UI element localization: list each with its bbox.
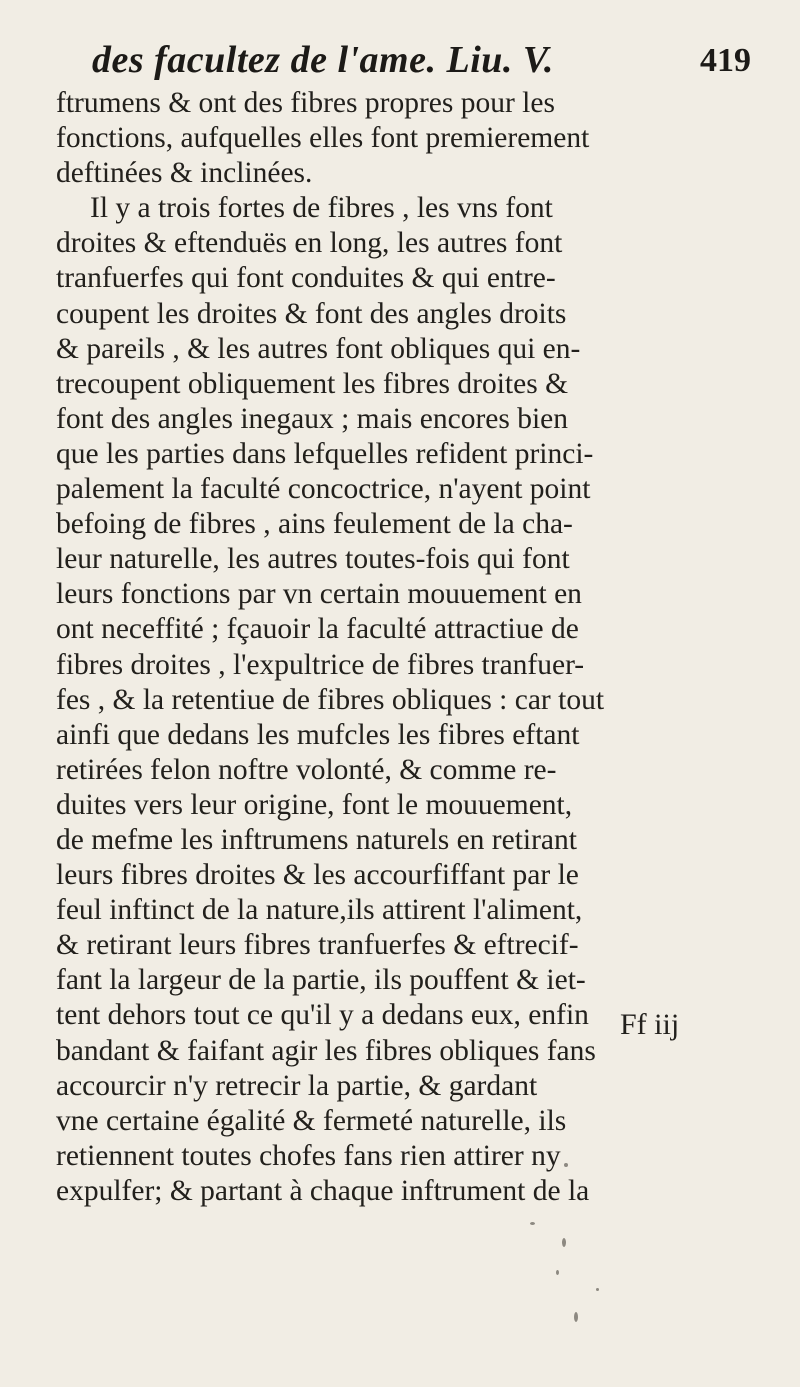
text-line: Il y a trois fortes de fibres , les vns font [90,192,553,225]
text-line: trecoupent obliquement les fibres droites & [56,367,569,400]
text-line: retiennent toutes chofes fans rien attirer ny [56,1139,561,1172]
text-line: fes , & la retentiue de fibres obliques : car tout [56,683,605,716]
text-line: de mefme les inftrumens naturels en retirant [56,823,577,856]
text-line: ainfi que dedans les mufcles les fibres eftant [56,718,580,751]
text-line: leurs fibres droites & les accourfiffant par le [56,859,579,892]
text-line: tent dehors tout ce qu'il y a dedans eux, enfin [56,999,589,1032]
text-line: que les parties dans lefquelles refident princi- [56,437,594,470]
text-line: leurs fonctions par vn certain mouuement en [56,578,582,611]
text-line: fant la largeur de la partie, ils pouffent & iet- [56,964,586,997]
text-line: vne certaine égalité & fermeté naturelle, ils [56,1104,567,1137]
running-title: des facultez de l'ame. Liu. V. [92,39,554,81]
page-number: 419 [700,42,751,79]
text-line: expulfer; & partant à chaque inftrument de la [56,1174,590,1207]
text-line: fibres droites , l'expultrice de fibres tranfuer- [56,648,585,681]
running-head [0,38,800,90]
text-line: duites vers leur origine, font le mouuement, [56,788,573,821]
paper-speck [564,1163,568,1167]
text-line: coupent les droites & font des angles droits [56,297,567,330]
text-line: deftinées & inclinées. [56,157,313,190]
text-line: & retirant leurs fibres tranfuerfes & eftrecif- [56,929,579,962]
paper-speck [556,1270,559,1275]
text-line: accourcir n'y retrecir la partie, & gardant [56,1069,538,1102]
paper-speck [530,1222,535,1225]
text-line: bandant & faifant agir les fibres obliques fans [56,1034,596,1067]
text-line: leur naturelle, les autres toutes-fois qui font [56,543,570,576]
paper-speck [596,1288,599,1291]
signature-mark: Ff iij [620,1008,680,1041]
text-line: tranfuerfes qui font conduites & qui entre- [56,262,556,295]
text-line: droites & eftenduës en long, les autres font [56,227,563,260]
text-line: befoing de fibres , ains feulement de la cha- [56,508,573,541]
text-line: palement la faculté concoctrice, n'ayent point [56,473,591,506]
text-line: feul inftinct de la nature,ils attirent l'aliment, [56,894,583,927]
paper-speck [562,1238,566,1247]
text-line: font des angles inegaux ; mais encores bien [56,402,569,435]
paper-speck [574,1312,578,1322]
text-line: & pareils , & les autres font obliques qui en- [56,332,581,365]
text-line: retirées felon noftre volonté, & comme re- [56,753,557,786]
text-line: fonctions, aufquelles elles font premierement [56,122,590,155]
text-line: ftrumens & ont des fibres propres pour les [56,87,555,119]
text-line: ont neceffité ; fçauoir la faculté attractiue de [56,613,579,646]
